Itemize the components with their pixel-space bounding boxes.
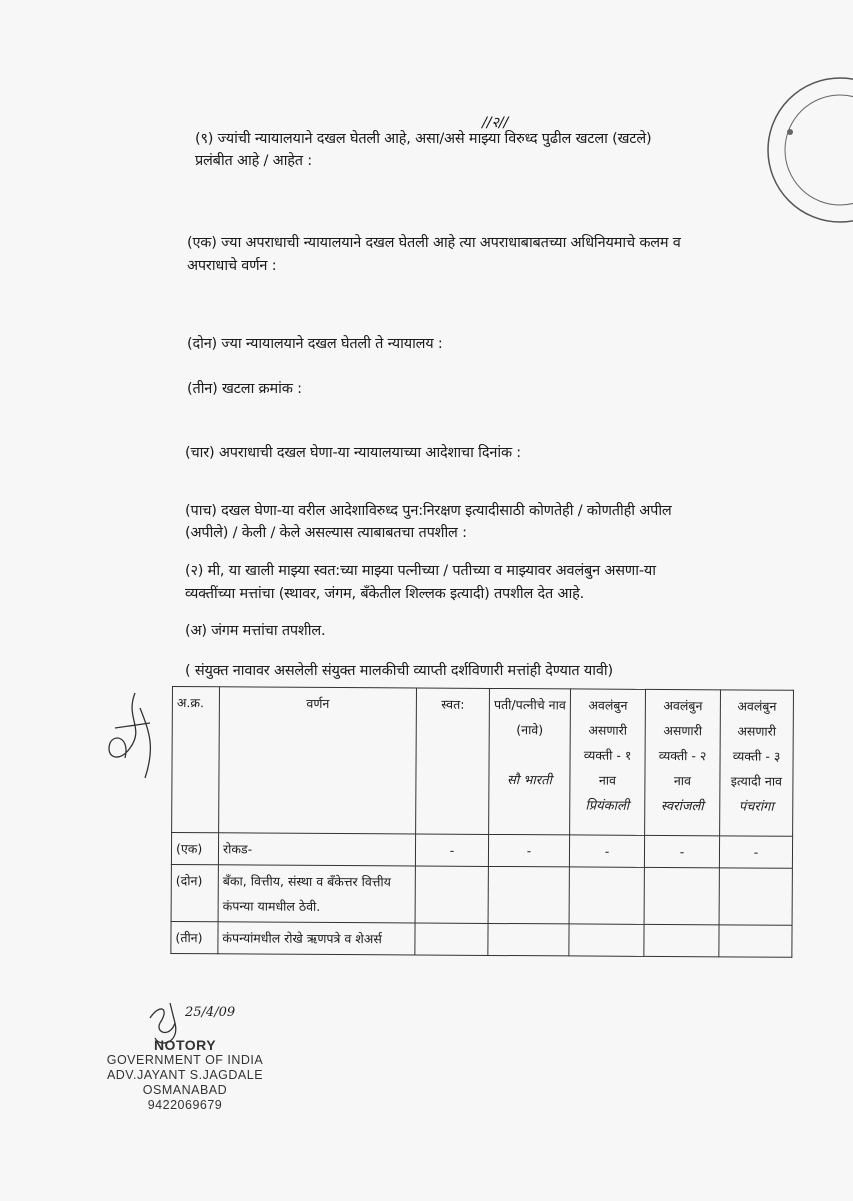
header-spouse xyxy=(489,688,571,834)
handwritten-spouse-name: सौ भारती xyxy=(506,773,552,789)
notary-line1: GOVERNMENT OF INDIA xyxy=(106,1053,264,1067)
sub-teen: (तीन) खटला क्रमांक : xyxy=(187,381,302,397)
sub-pach-line1: (पाच) दखल घेणा-या वरील आदेशाविरुध्द पुन:निरक्षण इत्यादीसाठी कोणतेही / कोणतीही अपील xyxy=(185,503,672,519)
row-description: रोकड- xyxy=(218,833,415,866)
cell-dependent-3: - xyxy=(719,836,792,868)
item-a: (अ) जंगम मत्तांचा तपशील. xyxy=(185,623,326,639)
header-dependent-2-label: अवलंबुन असणारी व्यक्ती - २ नाव xyxy=(658,698,707,789)
row-description: बॅंका, वित्तीय, संस्था व बॅंकेत्तर वित्तीय कंपन्या यामधील ठेवी. xyxy=(218,865,415,923)
notary-stamp-icon xyxy=(760,70,853,250)
sub-ek-line1: (एक) ज्या अपराधाची न्यायालयाने दखल घेतली आहे त्या अपराधाबाबतच्या अधिनियमाचे कलम व xyxy=(187,235,681,251)
notary-line2: ADV.JAYANT S.JAGDALE xyxy=(106,1068,264,1082)
cell-dependent-1 xyxy=(569,924,644,956)
item-2-line1: (२) मी, या खाली माझ्या स्वत:च्या माझ्या पत्नीच्या / पतीच्या व माझ्यावर अवलंबुन असणा-या xyxy=(185,563,656,579)
cell-self xyxy=(415,923,488,955)
cell-spouse xyxy=(488,923,569,955)
movable-assets-table xyxy=(170,686,794,958)
handwritten-dependent-1-name: प्रियंकाली xyxy=(585,798,630,814)
cell-dependent-1 xyxy=(569,867,644,924)
header-dependent-2 xyxy=(645,689,721,835)
item-2-line2: व्यक्तींच्या मत्तांचा (स्थावर, जंगम, बॅंकेतील शिल्लक इत्यादी) तपशील देत आहे. xyxy=(185,586,585,602)
sub-ek-line2: अपराधाचे वर्णन : xyxy=(187,258,277,274)
cell-dependent-2 xyxy=(644,924,719,956)
item-9-line2: प्रलंबीत आहे / आहेत : xyxy=(195,153,312,169)
header-dependent-3 xyxy=(720,690,794,836)
note: ( संयुक्त नावावर असलेली संयुक्त मालकीची व्याप्ती दर्शविणारी मत्तांही देण्यात यावी) xyxy=(185,663,613,679)
notary-line3: OSMANABAD xyxy=(142,1083,228,1097)
sub-don: (दोन) ज्या न्यायालयाने दखल घेतली ते न्यायालय : xyxy=(187,336,443,352)
header-dependent-1 xyxy=(570,689,646,835)
notary-block xyxy=(90,1038,280,1113)
cell-dependent-2: - xyxy=(644,835,719,867)
header-dependent-3-label: अवलंबुन असणारी व्यक्ती - ३ इत्यादी नाव xyxy=(730,698,783,789)
row-description: कंपन्यांमधील रोखे ऋणपत्रे व शेअर्स xyxy=(218,922,415,955)
header-spouse-label: पती/पत्नीचे नाव (नावे) xyxy=(493,696,566,738)
header-self: स्वत: xyxy=(416,688,490,834)
sub-pach-line2: (अपीले) / केली / केले असल्यास त्याबाबतचा तपशील : xyxy=(185,525,467,541)
cell-spouse xyxy=(488,866,569,923)
row-serial: (दोन) xyxy=(171,864,218,921)
cell-self xyxy=(415,866,488,923)
table-row xyxy=(171,833,792,869)
margin-signature-icon xyxy=(95,688,165,788)
header-serial: अ.क्र. xyxy=(172,687,220,833)
row-serial: (तीन) xyxy=(171,921,218,953)
row-serial: (एक) xyxy=(171,833,218,865)
cell-dependent-3 xyxy=(719,868,792,925)
notary-line4: 9422069679 xyxy=(147,1098,223,1112)
cell-dependent-3 xyxy=(719,925,792,957)
table-header-row xyxy=(172,687,794,837)
notary-title: NOTORY xyxy=(153,1037,217,1053)
handwritten-dependent-3-name: पंचरांगा xyxy=(738,799,774,815)
table-row xyxy=(171,864,792,925)
sub-char: (चार) अपराधाची दखल घेणा-या न्यायालयाच्या आदेशाचा दिनांक : xyxy=(185,445,521,461)
handwritten-dependent-2-name: स्वरांजली xyxy=(660,798,704,815)
header-dependent-1-label: अवलंबुन असणारी व्यक्ती - १ नाव xyxy=(583,697,632,788)
cell-self: - xyxy=(415,834,488,866)
cell-dependent-1: - xyxy=(569,835,644,867)
header-description: वर्णन xyxy=(219,687,417,834)
cell-dependent-2 xyxy=(644,867,719,924)
page-number: //२// xyxy=(482,115,509,131)
table-row xyxy=(171,921,792,957)
cell-spouse: - xyxy=(488,834,569,866)
item-9-line1: (९) ज्यांची न्यायालयाने दखल घेतली आहे, असा/असे माझ्या विरुध्द पुढील खटला (खटले) xyxy=(195,131,652,147)
signature-date: 25/4/09 xyxy=(185,1005,236,1020)
